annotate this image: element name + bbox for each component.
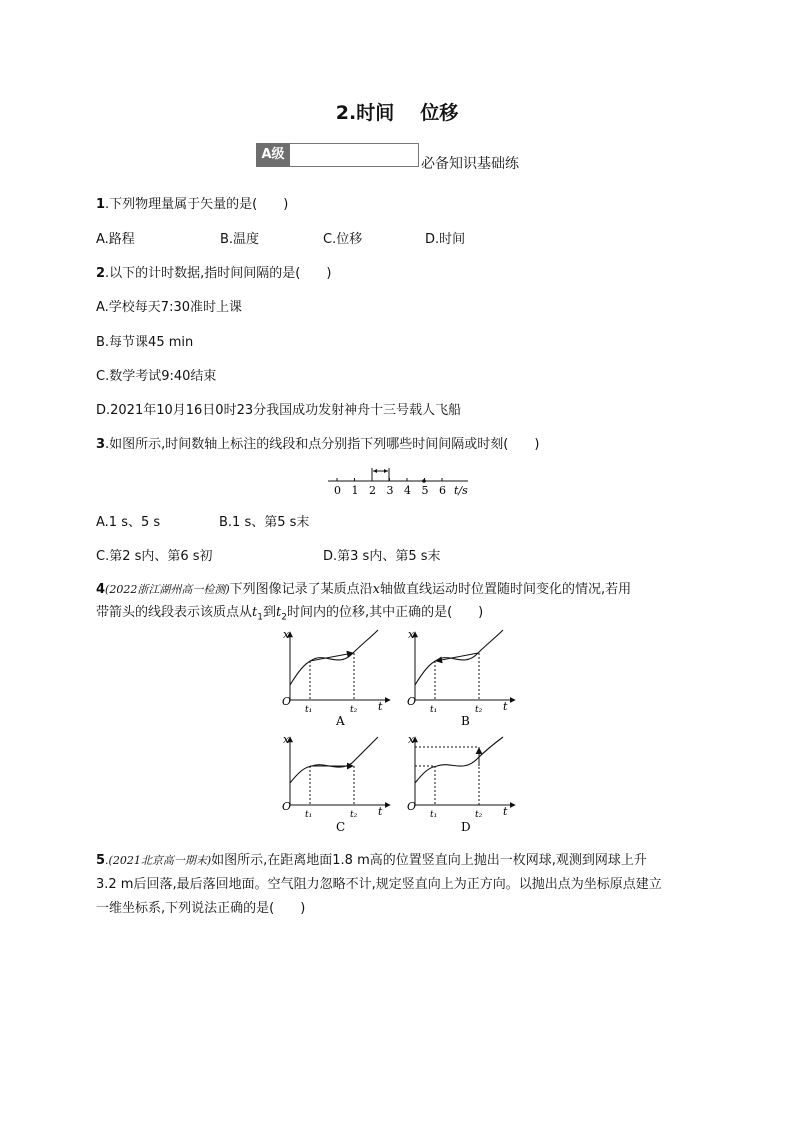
q2-option-d: D.2021年10月16日0时23分我国成功发射神舟十三号载人飞船 (96, 403, 462, 418)
graph-d-t2: t₂ (475, 810, 483, 820)
timeline-axis-label: t/s (454, 484, 468, 496)
graph-d-label: D (461, 820, 471, 834)
level-tag: A级 (256, 143, 290, 167)
title-part1: 2.时间 (335, 102, 395, 124)
q4-var-x: x (372, 582, 380, 597)
graph-b-t-label: t (503, 700, 508, 713)
q4-text-2b: 到 (262, 605, 276, 620)
question-5-number: 5 (96, 853, 106, 868)
question-1-stem (96, 193, 288, 212)
q1-option-a: A.路程 (96, 232, 135, 247)
question-1-number: 1 (96, 197, 106, 212)
q4-text-1a: 下列图像记录了某质点沿 (229, 582, 373, 597)
graph-b-label: B (461, 714, 470, 728)
graph-b (415, 630, 515, 700)
graph-a-origin: O (282, 695, 292, 708)
q4-text-2c: 时间内的位移,其中正确的是( ) (286, 605, 484, 620)
title-part2: 位移 (420, 102, 459, 124)
question-4-number: 4 (96, 582, 106, 597)
timeline-tick-label: 0 (334, 484, 341, 496)
timeline-figure (320, 460, 480, 496)
graph-c-t2: t₂ (350, 810, 358, 820)
graph-a-t-label: t (378, 700, 383, 713)
level-box (290, 143, 419, 167)
timeline-tick-label: 3 (386, 484, 394, 496)
interval-arrowhead-left (373, 469, 377, 473)
q4-text-1b: 轴做直线运动时位置随时间变化的情况,若用 (379, 582, 632, 597)
question-1-text: .下列物理量属于矢量的是( ) (105, 197, 289, 212)
q4-graphs-figure (280, 625, 520, 835)
graph-c-label: C (336, 820, 346, 834)
graph-b-t2: t₂ (475, 705, 483, 715)
question-4-line1 (96, 578, 631, 597)
question-5-line2: 3.2 m后回落,最后落回地面。空气阻力忽略不计,规定竖直向上为正方向。以抛出点为坐标原点建立 (96, 877, 662, 892)
timeline-tick-label: 6 (439, 484, 446, 496)
graph-c-t1: t₁ (305, 810, 313, 820)
question-4-line2 (96, 601, 483, 623)
q3-option-d: D.第3 s内、第5 s末 (323, 549, 441, 564)
question-2-number: 2 (96, 266, 106, 281)
question-3-number: 3 (96, 437, 106, 452)
graph-d (415, 737, 515, 805)
q4-text-2a: 带箭头的线段表示该质点从 (96, 605, 253, 620)
q4-var-t2: t (276, 605, 282, 620)
page-title (0, 98, 794, 125)
question-2-text: .以下的计时数据,指时间间隔的是( ) (105, 266, 332, 281)
timeline-tick-label: 4 (404, 484, 411, 496)
q4-var-t1-sub: 1 (257, 612, 263, 623)
graph-a (290, 630, 390, 700)
graph-c (290, 737, 390, 805)
graph-a-label: A (336, 714, 345, 728)
timeline-tick-label: 5 (421, 484, 429, 496)
graph-c-t-label: t (378, 805, 383, 818)
moment-point (422, 479, 426, 483)
graph-c-origin: O (282, 800, 292, 813)
q3-option-b: B.1 s、第5 s末 (219, 515, 310, 530)
graph-c-x-label: x (283, 733, 290, 746)
question-4-source: (2022浙江湖州高一检测) (105, 583, 230, 596)
question-3-text: .如图所示,时间数轴上标注的线段和点分别指下列哪些时间间隔或时刻( ) (105, 437, 540, 452)
graph-d-t1: t₁ (430, 810, 438, 820)
graph-a-x-label: x (283, 628, 290, 641)
graph-d-t-label: t (503, 805, 508, 818)
q5-text-line1: 如图所示,在距离地面1.8 m高的位置竖直向上抛出一枚网球,观测到网球上升 (211, 853, 647, 868)
question-5-line1 (96, 849, 647, 868)
question-5-line3: 一维坐标系,下列说法正确的是( ) (96, 901, 306, 916)
q4-var-t2-sub: 2 (281, 612, 287, 623)
interval-arrowhead-right (384, 469, 388, 473)
graph-b-origin: O (407, 695, 417, 708)
graph-a-t2: t₂ (350, 705, 358, 715)
q2-option-c: C.数学考试9:40结束 (96, 369, 217, 384)
q3-option-c: C.第2 s内、第6 s初 (96, 549, 213, 564)
level-text: 必备知识基础练 (421, 156, 519, 172)
q4-var-t1: t (252, 605, 258, 620)
question-5-source: .(2021北京高一期末) (105, 854, 212, 867)
graph-d-x-label: x (408, 733, 415, 746)
q1-option-d: D.时间 (425, 232, 466, 247)
timeline-tick-label: 2 (369, 484, 376, 496)
graph-a-t1: t₁ (305, 705, 313, 715)
graph-b-x-label: x (408, 628, 415, 641)
q2-option-b: B.每节课45 min (96, 335, 194, 350)
graph-b-t1: t₁ (430, 705, 438, 715)
timeline-tick-label: 1 (351, 484, 359, 496)
q1-option-b: B.温度 (220, 232, 260, 247)
graph-d-origin: O (407, 800, 417, 813)
q1-option-c: C.位移 (323, 232, 363, 247)
q2-option-a: A.学校每天7:30准时上课 (96, 300, 242, 315)
question-3-stem (96, 433, 539, 452)
question-2-stem (96, 262, 331, 281)
q3-option-a: A.1 s、5 s (96, 515, 161, 530)
